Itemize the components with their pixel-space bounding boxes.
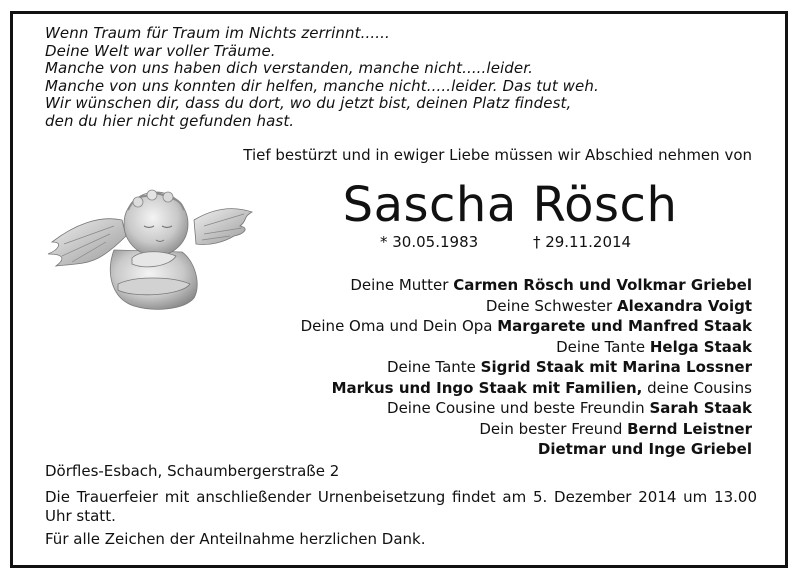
mourner-line bbox=[301, 296, 752, 317]
poem-line: Wir wünschen dir, dass du dort, wo du jetzt bist, deinen Platz findest, bbox=[45, 94, 572, 113]
mourner-line bbox=[301, 439, 752, 460]
mourner-name: Markus und Ingo Staak mit Familien, bbox=[331, 378, 643, 397]
mourner-name: Bernd Leistner bbox=[627, 419, 752, 438]
intro-text: Tief bestürzt und in ewiger Liebe müssen wir Abschied nehmen von bbox=[243, 146, 752, 164]
relation-text: Deine Tante bbox=[386, 358, 481, 376]
address: Dörfles-Esbach, Schaumbergerstraße 2 bbox=[45, 462, 340, 480]
mourner-line bbox=[301, 357, 752, 378]
poem bbox=[45, 25, 599, 131]
mourner-line bbox=[301, 316, 752, 337]
mourner-line bbox=[301, 398, 752, 419]
mourner-name: Dietmar und Inge Griebel bbox=[537, 440, 752, 458]
death-date: † 29.11.2014 bbox=[532, 233, 632, 251]
mourners-list bbox=[301, 275, 752, 460]
poem-line: den du hier nicht gefunden hast. bbox=[45, 111, 295, 130]
angel-image bbox=[44, 180, 254, 312]
mourner-name: Carmen Rösch und Volkmar Griebel bbox=[453, 276, 752, 294]
relation-text: Dein bester Freund bbox=[479, 419, 628, 438]
mourner-line bbox=[301, 378, 752, 399]
poem-line: Manche von uns konnten dir helfen, manche nicht.....leider. Das tut weh. bbox=[45, 76, 599, 95]
mourner-name: Margarete und Manfred Staak bbox=[497, 317, 752, 335]
ceremony-info: Die Trauerfeier mit anschließender Urnenbeisetzung findet am 5. Dezember 2014 um 13.00 Uhr statt. bbox=[45, 488, 757, 525]
relation-text: Deine Cousine und beste Freundin bbox=[387, 399, 650, 417]
mourner-line bbox=[301, 337, 752, 358]
relation-text: Deine Schwester bbox=[485, 296, 617, 315]
poem-line: Deine Welt war voller Träume. bbox=[45, 41, 276, 60]
mourner-name: Alexandra Voigt bbox=[616, 296, 752, 315]
mourner-name: Sigrid Staak mit Marina Lossner bbox=[480, 358, 752, 376]
relation-suffix: deine Cousins bbox=[642, 378, 752, 397]
life-dates bbox=[380, 233, 631, 251]
mourner-line bbox=[301, 419, 752, 440]
mourner-name: Helga Staak bbox=[649, 337, 752, 356]
thanks-text: Für alle Zeichen der Anteilnahme herzlichen Dank. bbox=[45, 530, 426, 548]
mourner-line bbox=[301, 275, 752, 296]
relation-text: Deine Tante bbox=[556, 337, 650, 356]
deceased-name: Sascha Rösch bbox=[342, 177, 678, 233]
mourner-name: Sarah Staak bbox=[649, 399, 752, 417]
relation-text: Deine Mutter bbox=[350, 276, 454, 294]
poem-line: Wenn Traum für Traum im Nichts zerrinnt...... bbox=[45, 24, 390, 42]
relation-text: Deine Oma und Dein Opa bbox=[300, 317, 498, 335]
birth-date: * 30.05.1983 bbox=[380, 233, 479, 251]
poem-line: Manche von uns haben dich verstanden, manche nicht.....leider. bbox=[45, 59, 533, 78]
